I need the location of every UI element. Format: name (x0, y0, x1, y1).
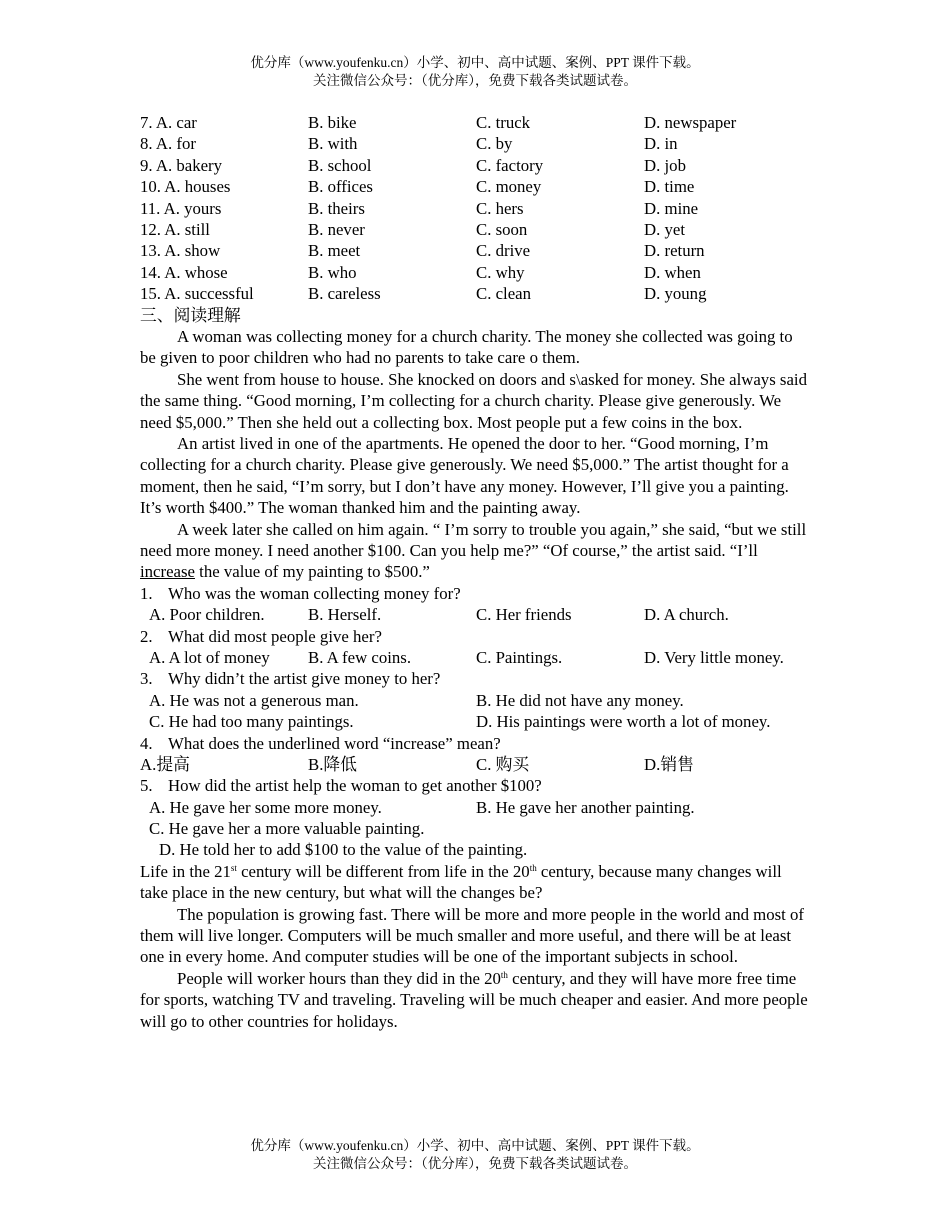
option-b: B. Herself. (308, 605, 382, 625)
option-b: B. careless (308, 284, 381, 304)
option-c: C. Paintings. (476, 647, 563, 667)
option-b: B. school (308, 155, 372, 175)
option-b: B. offices (308, 177, 373, 197)
option-row (140, 155, 810, 176)
text-run: People will worker hours than they did in the 20 (177, 968, 501, 988)
option-d: D. return (644, 241, 705, 261)
option-row (140, 112, 810, 133)
option-row (140, 176, 810, 197)
option-a: 14. A. whose (140, 262, 228, 282)
option-b: B. He did not have any money. (476, 690, 684, 710)
option-b: B. with (308, 134, 358, 154)
option-c: C. He had too many paintings. (149, 712, 354, 732)
option-b: B. bike (308, 113, 357, 132)
footer-line-1: 优分库（www.youfenku.cn）小学、初中、高中试题、案例、PPT 课件下载。 (250, 1138, 700, 1153)
answer-options (140, 754, 810, 775)
option-a: 7. A. car (140, 113, 197, 132)
option-a: A. A lot of money (149, 647, 270, 667)
page-header (0, 54, 950, 90)
answer-options (140, 647, 810, 668)
paragraph: An artist lived in one of the apartments. He opened the door to her. “Good morning, I’m collecting for a church charity. Please give generously. We need $5,000.” The artist thought for a moment, then he said, “I’m sorry, but I don’t have any money. However, I’ll give you a painting. It’s worth $400.” The woman thanked him and the painting away. (140, 433, 789, 518)
option-row (140, 240, 810, 261)
option-b: B. A few coins. (308, 647, 412, 667)
option-d: D. Very little money. (644, 647, 784, 667)
passage-a (140, 326, 810, 583)
question-number: 1. (140, 583, 153, 603)
option-b: B. He gave her another painting. (476, 797, 695, 817)
option-c: C. drive (476, 241, 531, 261)
option-c: C. Her friends (476, 605, 572, 625)
option-d: D. A church. (644, 605, 729, 625)
option-c: C. money (476, 177, 542, 197)
superscript: th (529, 862, 537, 873)
underlined-word: increase (140, 562, 195, 582)
superscript: th (500, 969, 508, 980)
document-body (140, 112, 810, 1032)
question-number: 5. (140, 776, 153, 796)
question-number: 2. (140, 626, 153, 646)
option-d: D. His paintings were worth a lot of money. (476, 712, 771, 732)
option-d: D. yet (644, 219, 686, 239)
option-b: B. who (308, 262, 357, 282)
page-footer (0, 1137, 950, 1173)
question (140, 583, 810, 604)
option-a: A. He gave her some more money. (149, 797, 382, 817)
option-c: C. by (476, 134, 513, 154)
option-b: B. never (308, 219, 365, 239)
answer-options (140, 797, 810, 818)
option-a: A.提高 (140, 754, 190, 774)
question-text: Why didn’t the artist give money to her? (168, 669, 441, 689)
superscript: st (230, 862, 237, 873)
option-d: D. job (644, 155, 686, 175)
paragraph: She went from house to house. She knocked on doors and s\asked for money. She always said the same thing. “Good morning, I’m collecting for a church charity. Please give generously. We need $5,000.” Then she held out a collecting box. Most people put a few coins in the box. (140, 369, 807, 432)
question-text: Who was the woman collecting money for? (168, 583, 461, 603)
option-c: C. factory (476, 155, 544, 175)
text-run: century, and they will have more free time for sports, watching TV and traveling. Traveling will be much cheaper and easier. And more people will go to other countries for holidays. (140, 968, 808, 1031)
answer-options (140, 711, 810, 732)
option-a: 9. A. bakery (140, 155, 223, 175)
cloze-options (140, 112, 810, 305)
option-row (140, 133, 810, 154)
question (140, 775, 810, 796)
question-text: What does the underlined word “increase” mean? (168, 733, 501, 753)
option-b: B.降低 (308, 754, 357, 774)
option-b: B. theirs (308, 198, 365, 218)
option-row (140, 198, 810, 219)
option-c: C. truck (476, 113, 531, 132)
option-c: C. why (476, 262, 525, 282)
text-run: century will be different from life in the 20 (236, 861, 530, 881)
question-number: 4. (140, 733, 153, 753)
option-d: D. newspaper (644, 113, 737, 132)
option-row (140, 283, 810, 304)
option-d: D. He told her to add $100 to the value of the painting. (159, 840, 528, 860)
option-c: C. He gave her a more valuable painting. (149, 819, 425, 839)
paragraph: The population is growing fast. There will be more and more people in the world and most of them will live longer. Computers will be much smaller and more useful, and there will be at least one in every home. And computer studies will be one of the important subjects in school. (140, 904, 804, 967)
question-text: What did most people give her? (168, 626, 382, 646)
option-c: C. clean (476, 284, 531, 304)
text-run: Life in the 21 (140, 861, 231, 881)
question-number: 3. (140, 669, 153, 689)
option-d: D.销售 (644, 754, 694, 774)
option-a: 10. A. houses (140, 177, 231, 197)
text-run: century, because many changes will take place in the new century, but what will the changes be? (140, 861, 782, 903)
paragraph (140, 519, 810, 583)
paragraph: A woman was collecting money for a church charity. The money she collected was going to be given to poor children who had no parents to take care o them. (140, 326, 793, 368)
answer-options (140, 690, 810, 711)
text-run: A week later she called on him again. “ I’m sorry to trouble you again,” she said, “but we still need more money. I need another $100. Can you help me?” “Of course,” the artist said. “I’ll (140, 519, 807, 560)
option-a: 11. A. yours (140, 198, 222, 218)
option-row (140, 219, 810, 240)
option-row (140, 262, 810, 283)
header-line-1: 优分库（www.youfenku.cn）小学、初中、高中试题、案例、PPT 课件下载。 (250, 55, 700, 70)
option-c: C. soon (476, 219, 528, 239)
paragraph (140, 968, 810, 1032)
text-run: the value of my painting to $500.” (194, 562, 430, 582)
option-a: 15. A. successful (140, 284, 254, 304)
option-d: D. when (644, 262, 701, 282)
option-d: D. mine (644, 198, 699, 218)
header-line-2: 关注微信公众号：（优分库），免费下载各类试题试卷。 (313, 73, 637, 88)
option-a: 8. A. for (140, 134, 196, 154)
questions (140, 583, 810, 861)
option-c: C. 购买 (476, 754, 530, 774)
question (140, 733, 810, 754)
option-d: D. young (644, 284, 707, 304)
option-b: B. meet (308, 241, 361, 261)
question (140, 626, 810, 647)
paragraph (140, 861, 810, 904)
passage-b (140, 861, 810, 1032)
option-a: A. He was not a generous man. (149, 690, 359, 710)
option-a: A. Poor children. (149, 605, 265, 625)
section-title: 三、阅读理解 (140, 305, 241, 325)
answer-options (140, 604, 810, 625)
option-c: C. hers (476, 198, 524, 218)
option-a: 12. A. still (140, 219, 210, 239)
footer-line-2: 关注微信公众号：（优分库），免费下载各类试题试卷。 (313, 1156, 637, 1171)
question-text: How did the artist help the woman to get another $100? (168, 776, 542, 796)
option-d: D. in (644, 134, 678, 154)
option-d: D. time (644, 177, 695, 197)
option-a: 13. A. show (140, 241, 221, 261)
question (140, 668, 810, 689)
